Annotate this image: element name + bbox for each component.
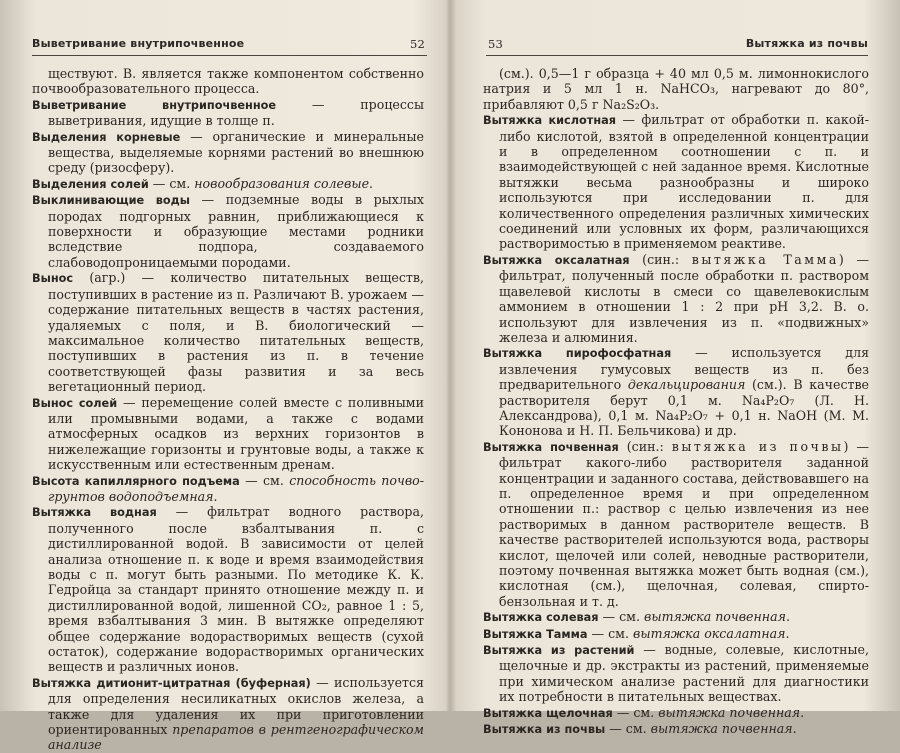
entry-term: Вынос <box>32 272 74 286</box>
entry-term: Выделения солей <box>32 177 149 191</box>
cross-reference: препаратов в рентгенографическом анализе <box>48 722 424 753</box>
dictionary-entry: Высота капиллярного подъема — см. способность почво-грунтов водоподъемная. <box>32 472 424 504</box>
entry-term: Вытяжка почвенная <box>483 440 619 454</box>
dictionary-entry: Выделения корневые — органические и минеральные вещества, выделяемые корнями растений во внешнюю среду (ризосферу). <box>32 128 425 176</box>
entry-continuation: ществуют. В. является также компонентом собственно почвообразовательного процесса. <box>32 66 424 97</box>
dictionary-entry: Вынос (агр.) — количество питательных веществ, поступивших в растение из п. Различают В. урожаем — содержание питательных веществ в частях растения, удаляемых с поля, и В. биологический — максимальное количество питательных веществ, поступивших в растения из п. в течение соответствующей фазы развития и за весь вегетационный период. <box>32 270 424 395</box>
synonym: вытяжка Тамма <box>691 251 839 267</box>
page-number: 52 <box>409 37 425 51</box>
dictionary-entry: Выделения солей — см. новообразования солевые. <box>32 175 374 191</box>
entry-term: Вынос солей <box>32 396 118 410</box>
entry-term: Вытяжка солевая <box>483 611 599 625</box>
dictionary-entry: Вытяжка Тамма — см. вытяжка оксалатная. <box>483 625 790 641</box>
running-header <box>32 33 427 56</box>
entry-continuation: (см.). 0,5—1 г образца + 40 мл 0,5 м. лимоннокислого натрия и 5 мл 1 н. NaHCO₃, нагревают до 80°, прибавляют 0,5 г Na₂S₂O₃. <box>483 66 869 112</box>
left-page <box>0 0 448 753</box>
entry-term: Вытяжка оксалатная <box>483 253 630 267</box>
entry-term: Вытяжка пирофосфатная <box>483 347 672 361</box>
entry-term: Выделения корневые <box>32 130 181 144</box>
cross-reference: вытяжка почвенная <box>650 721 793 737</box>
entry-term: Вытяжка Тамма <box>483 627 588 641</box>
dictionary-entry: Вытяжка щелочная — см. вытяжка почвенная. <box>483 704 805 720</box>
entry-term: Высота капиллярного подъема <box>32 474 240 488</box>
dictionary-entry: Вытяжка водная — фильтрат водного раствора, полученного после взбалтывания п. с дистиллированной водой. В зависимости от целей анализа отношение п. к воде и время взаимодействия воды с п. могут быть разными. По методике К. К. Гедройца за стандарт принято отношение между п. и дистиллированной водой, лишенной CO₂, равное 1 : 5, время взбалтывания 3 мин. В вытяжке определяют общее содержание водорастворимых веществ (сухой остаток), содержание водорастворимых органических веществ и различных ионов. <box>32 504 424 675</box>
entry-term: Вытяжка кислотная <box>483 114 617 128</box>
running-header <box>486 33 868 56</box>
dictionary-entry: Вытяжка кислотная — фильтрат от обработки п. какой-либо кислотой, взятой в определенной концентрации и в определенном соотношении с п. и взаимодействующей с ней заданное время. Кислотные вытяжки весьма разнообразны и широко используются при исследовании п. для количественного определения различных химических соединений или условных их форм, различающихся растворимостью в применяемом реактиве. <box>483 112 869 252</box>
cross-reference: новообразования солевые <box>194 175 370 191</box>
entry-term: Вытяжка дитионит-цитратная (буферная) <box>32 676 311 690</box>
entry-term: Вытяжка щелочная <box>483 706 613 720</box>
header-title: Вытяжка из почвы <box>745 37 868 50</box>
dictionary-entry: Вытяжка солевая — см. вытяжка почвенная. <box>483 609 790 625</box>
page-text <box>32 66 424 753</box>
entry-term: Выветривание внутрипочвенное <box>32 98 277 112</box>
right-page <box>456 0 900 737</box>
cross-reference: способность почво-грунтов водоподъемная <box>48 472 424 504</box>
synonym: вытяжка из почвы <box>671 438 844 454</box>
cross-reference: вытяжка почвенная <box>658 704 801 720</box>
entry-term: Выклинивающие воды <box>32 194 190 208</box>
cross-reference: декальцирования <box>627 377 746 393</box>
page-number: 53 <box>488 37 504 51</box>
dictionary-entry: Выклинивающие воды — подземные воды в рыхлых породах подгорных равнин, приближающиеся к поверхности и образующие местами родники вследствие подпора, создаваемого слабоводопроницаемыми породами. <box>32 192 424 270</box>
dictionary-entry: Вытяжка почвенная (син.: вытяжка из почвы) — фильтрат какого-либо растворителя заданной концентрации и заданного состава, действовавшего на п. определенное время и при определенном отношении п.: раствор с целью извлечения из нее растворимых в данном растворителе веществ. В качестве растворителей используются вода, растворы кислот, щелочей или солей, неводные растворители, поэтому почвенная вытяжка может быть водная (см.), кислотная (см.), щелочная, солевая, спирто-бензольная и т. д. <box>483 438 869 609</box>
dictionary-entry: Вытяжка оксалатная (син.: вытяжка Тамма) — фильтрат, полученный после обработки п. раствором щавелевой кислоты в смеси со щавелевокислым аммонием в отношении 1 : 2 при pH 3,2. В. о. используют для извлечения из п. «подвижных» железа и алюминия. <box>483 251 869 345</box>
dictionary-entry: Выветривание внутрипочвенное — процессы выветривания, идущие в толще п. <box>32 96 425 129</box>
header-title: Выветривание внутрипочвенное <box>32 37 245 50</box>
cross-reference: вытяжка оксалатная <box>632 625 786 641</box>
dictionary-entry: Вытяжка из растений — водные, солевые, кислотные, щелочные и др. экстракты из растений, применяемые при химическом анализе растений для диагностики их потребности в питательных веществах. <box>483 642 869 705</box>
dictionary-entry: Вытяжка пирофосфатная — используется для извлечения гумусовых веществ из п. без предварительного декальцирования (см.). В качестве растворителя берут 0,1 м. Na₄P₂O₇ (Л. Н. Александрова), 0,1 м. Na₄P₂O₇ + 0,1 н. NaOH (М. М. Кононова и Н. П. Бельчикова) и др. <box>483 345 870 439</box>
dictionary-entry: Вытяжка из почвы — см. вытяжка почвенная. <box>483 721 797 737</box>
page-text <box>483 66 869 737</box>
dictionary-entry: Вытяжка дитионит-цитратная (буферная) — используется для определения несиликатных окислов железа, а также для удаления их при приготовлении ориентированных препаратов в рентгенографическом анализе <box>32 674 424 753</box>
entry-term: Вытяжка из почвы <box>483 723 606 737</box>
cross-reference: вытяжка почвенная <box>643 609 786 625</box>
dictionary-entry: Вынос солей — перемещение солей вместе с поливными или промывными водами, а также с водами атмосферных осадков из верхних горизонтов в нижележащие горизонты и грунтовые воды, а также к искусственным или естественным дренам. <box>32 394 424 473</box>
entry-term: Вытяжка водная <box>32 506 157 520</box>
entry-term: Вытяжка из растений <box>483 644 635 658</box>
